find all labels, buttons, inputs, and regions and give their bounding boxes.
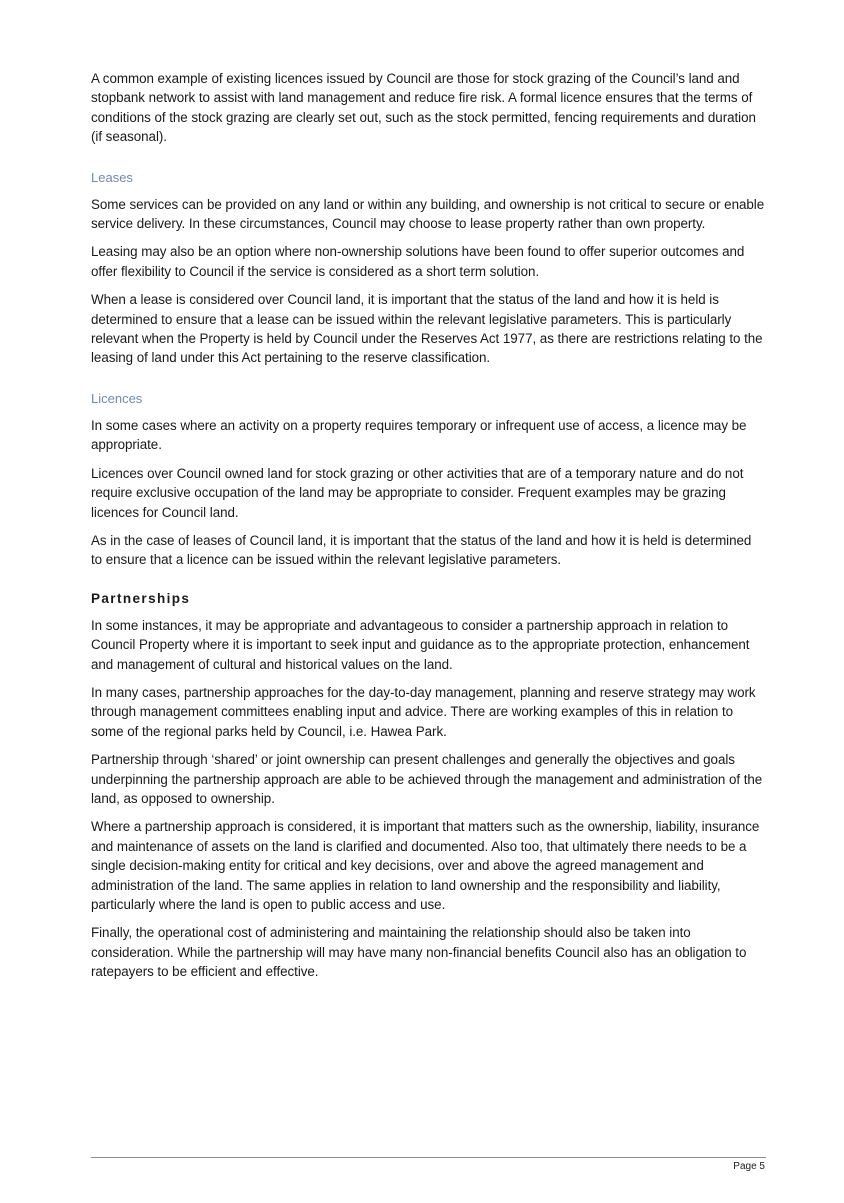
partnerships-paragraph-5: Finally, the operational cost of administering and maintaining the relationship should also be taken into consideration. While the partnership will may have many non-financial benefits Council also has an obligation to ratepayers to be efficient and effective. (91, 925, 747, 980)
licences-heading: Licences (91, 390, 143, 406)
intro-paragraph: A common example of existing licences issued by Council are those for stock grazing of the Council’s land and stopbank network to assist with land management and reduce fire risk. A formal licence ensures that the terms of conditions of the stock grazing are clearly set out, such as the stock permitted, fencing requirements and duration (if seasonal). (91, 71, 756, 145)
licences-paragraph-1: In some cases where an activity on a property requires temporary or infrequent use of access, a licence may be appropriate. (91, 417, 747, 453)
partnerships-paragraph-2: In many cases, partnership approaches for the day-to-day management, planning and reserve strategy may work through management committees enabling input and advice. There are working examples of this in relation to some of the regional parks held by Council, i.e. Hawea Park. (91, 684, 756, 739)
partnerships-paragraph-1: In some instances, it may be appropriate and advantageous to consider a partnership approach in relation to Council Property where it is important to seek input and guidance as to the appropriate protection, enhancement and management of cultural and historical values on the land. (91, 617, 750, 672)
leases-heading: Leases (91, 169, 133, 185)
partnerships-paragraph-4: Where a partnership approach is considered, it is important that matters such as the ownership, liability, insurance and maintenance of assets on the land is clarified and documented. Also too, that ultimately there needs to be a single decision-making entity for critical and key decisions, over and above the agreed management and administration of the land. The same applies in relation to land ownership and the responsibility and liability, particularly where the land is open to public access and use. (91, 819, 760, 912)
leases-paragraph-2: Leasing may also be an option where non-ownership solutions have been found to offer superior outcomes and offer flexibility to Council if the service is considered as a short term solution. (91, 244, 745, 279)
page-number: Page 5 (733, 1161, 765, 1172)
licences-paragraph-3: As in the case of leases of Council land, it is important that the status of the land and how it is held is determined to ensure that a licence can be issued within the relevant legislative parameters. (91, 532, 752, 568)
partnerships-heading: Partnerships (91, 590, 191, 606)
licences-paragraph-2: Licences over Council owned land for stock grazing or other activities that are of a temporary nature and do not require exclusive occupation of the land may be appropriate to consider. Frequent examples may be grazing licences for Council land. (91, 465, 744, 520)
footer-divider (91, 1157, 766, 1158)
leases-paragraph-1: Some services can be provided on any land or within any building, and ownership is not critical to secure or enable service delivery. In these circumstances, Council may choose to lease property rather than own property. (91, 196, 765, 232)
document-body (91, 69, 766, 991)
leases-paragraph-3: When a lease is considered over Council land, it is important that the status of the land and how it is held is determined to ensure that a lease can be issued within the relevant legislative parameters. This is particularly relevant when the Property is held by Council under the Reserves Act 1977, as there are restrictions relating to the leasing of land under this Act pertaining to the reserve classification. (91, 292, 763, 366)
partnerships-paragraph-3: Partnership through ‘shared’ or joint ownership can present challenges and generally the objectives and goals underpinning the partnership approach are able to be achieved through the management and administration of the land, as opposed to ownership. (91, 752, 763, 806)
